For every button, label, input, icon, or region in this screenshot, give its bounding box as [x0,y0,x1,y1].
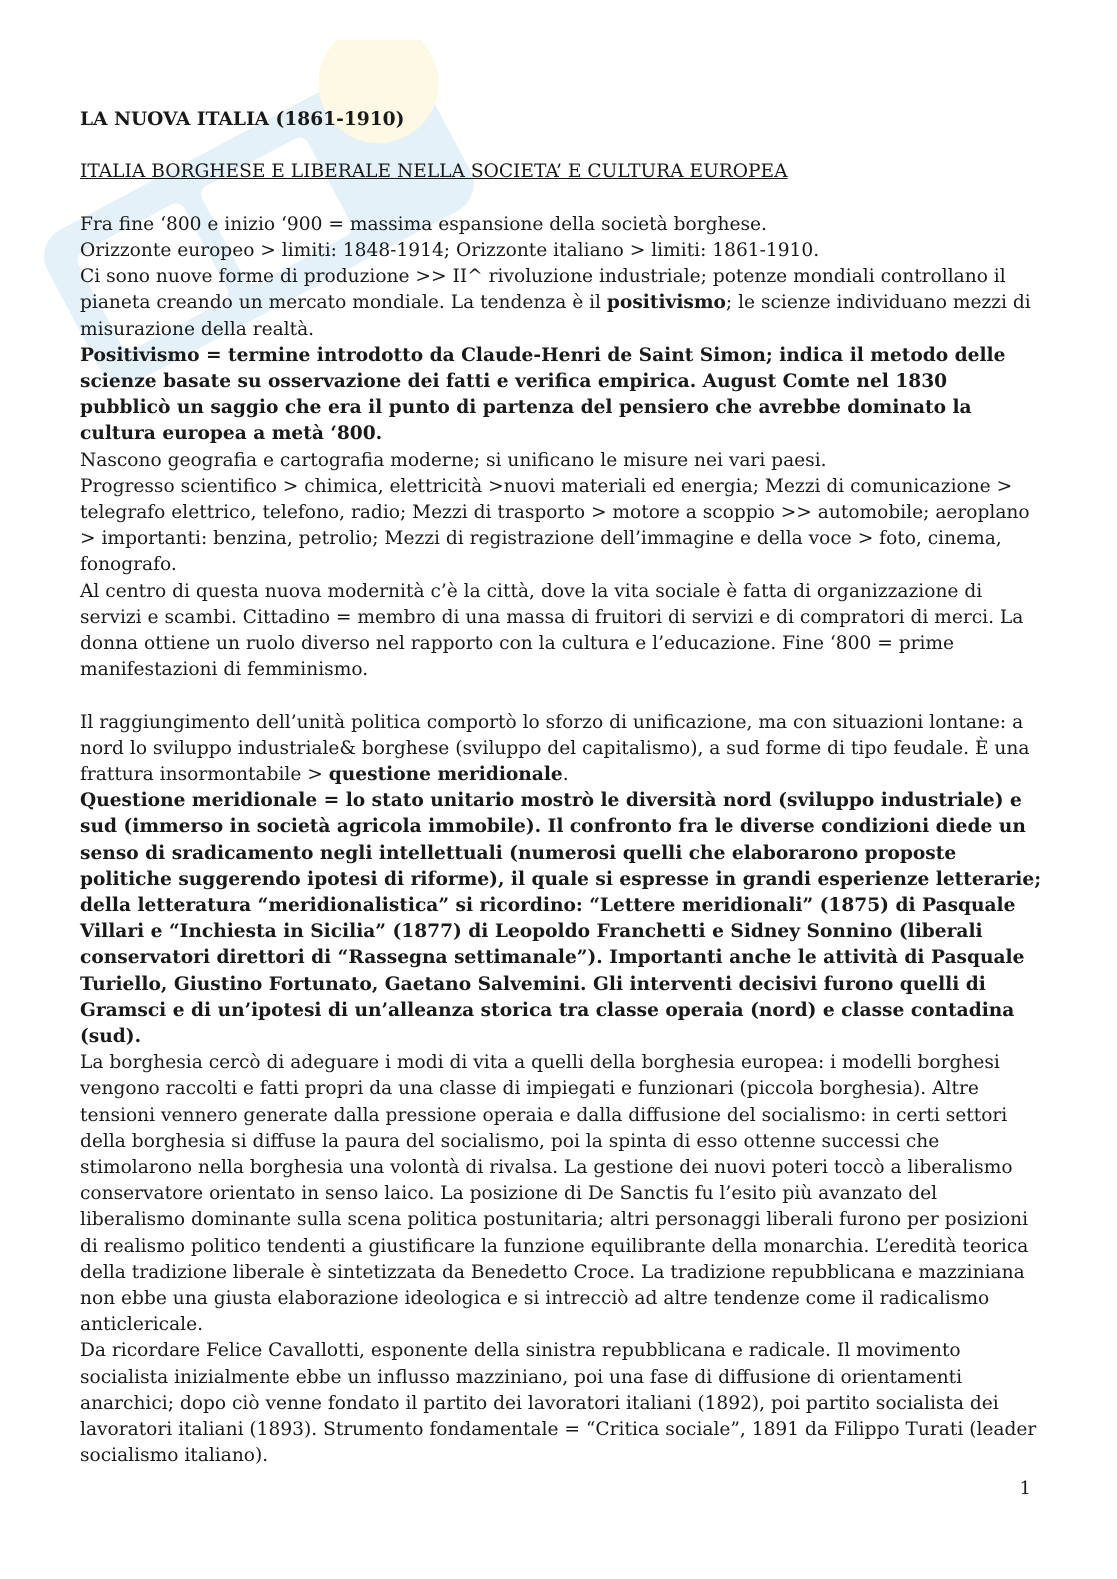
text-run: ; le scienze individuano mezzi di misurazione della realtà. [80,292,1031,340]
text-run: Il raggiungimento dell’unità politica comportò lo sforzo di unificazione, ma con situazioni lontane: a nord lo sviluppo industriale& borghese (sviluppo del capitalismo), a sud forme di tipo feudale. È una frattura insormontabile > [80,711,1030,785]
section-heading: ITALIA BORGHESE E LIBERALE NELLA SOCIETA’ E CULTURA EUROPEA [80,161,788,183]
bold-term: questione meridionale [328,764,563,785]
paragraph: Progresso scientifico > chimica, elettricità >nuovi materiali ed energia; Mezzi di comunicazione > telegrafo elettrico, telefono, radio; Mezzi di trasporto > motore a scoppio >> automobile; aeroplano > importanti: benzina, petrolio; Mezzi di registrazione dell’immagine e della voce > foto, cinema, fonografo. [80,475,1030,576]
paragraph-line: Orizzonte europeo > limiti: 1848-1914; Orizzonte italiano > limiti: 1861-1910. [80,239,820,261]
paragraph [80,710,1042,789]
paragraph: La borghesia cercò di adeguare i modi di vita a quelli della borghesia europea: i modelli borghesi vengono raccolti e fatti propri da una classe di impiegati e funzionari (piccola borghesia). Altre tensioni vennero generate dalla pressione operaia e dalla diffusione del socialismo: in certi settori della borghesia si diffuse la paura del socialismo, poi la spinta di esso ottenne successi che stimolarono nella borghesia una volontà di rivalsa. La gestione dei nuovi poteri toccò a liberalismo conservatore orientato in senso laico. La posizione di De Sanctis fu l’esito più avanzato del liberalismo dominante sulla scena politica postunitaria; altri personaggi liberali furono per posizioni di realismo politico tendenti a giustificare la funzione equilibrante della monarchia. L’eredità teorica della tradizione liberale è sintetizzata da Benedetto Croce. La tradizione repubblicana e mazziniana non ebbe una giusta elaborazione ideologica e si intrecciò ad altre tendenze come il radicalismo anticlericale. [80,1052,1029,1336]
document-body [80,107,1042,1469]
text-run: Ci sono nuove forme di produzione >> II^ rivoluzione industriale; potenze mondiali controllano il pianeta creando un mercato mondiale. La tendenza è il [80,266,1006,314]
paragraph [80,264,1042,343]
paragraph-line: Fra fine ‘800 e inizio ‘900 = massima espansione della società borghese. [80,213,767,235]
spacer [80,186,1042,212]
paragraph-line: Nascono geografia e cartografia moderne; si unificano le misure nei vari paesi. [80,449,827,471]
document-title: LA NUOVA ITALIA (1861-1910) [80,109,405,130]
paragraph: Al centro di questa nuova modernità c’è la città, dove la vita sociale è fatta di organizzazione di servizi e scambi. Cittadino = membro di una massa di fruitori di servizi e di compratori di merci. La donna ottiene un ruolo diverso nel rapporto con la cultura e l’educazione. Fine ‘800 = prime manifestazioni di femminismo. [80,580,1024,681]
spacer [80,683,1042,709]
bold-term: positivismo [606,292,726,314]
page-number: 1 [1019,1478,1031,1499]
bold-paragraph: Positivismo = termine introdotto da Claude-Henri de Saint Simon; indica il metodo delle scienze basate su osservazione dei fatti e verifica empirica. August Comte nel 1830 pubblicò un saggio che era il punto di partenza del pensiero che avrebbe dominato la cultura europea a metà ‘800. [80,344,1006,445]
text-run: . [562,764,569,785]
paragraph: Da ricordare Felice Cavallotti, esponente della sinistra repubblicana e radicale. Il movimento socialista inizialmente ebbe un influsso mazziniano, poi una fase di diffusione di orientamenti anarchici; dopo ciò venne fondato il partito dei lavoratori italiani (1892), poi partito socialista dei lavoratori italiani (1893). Strumento fondamentale = “Critica sociale”, 1891 da Filippo Turati (leader socialismo italiano). [80,1340,1037,1467]
bold-paragraph: Questione meridionale = lo stato unitario mostrò le diversità nord (sviluppo industriale) e sud (immerso in società agricola immobile). Il confronto fra le diverse condizioni diede un senso di sradicamento negli intellettuali (numerosi quelli che elaborarono proposte politiche suggerendo ipotesi di riforme), il quale si espresse in grandi esperienze letterarie; della letteratura “meridionalistica” si ricordino: “Lettere meridionali” (1875) di Pasquale Villari e “Inchiesta in Sicilia” (1877) di Leopoldo Franchetti e Sidney Sonnino (liberali conservatori direttori di “Rassegna settimanale”). Importanti anche le attività di Pasquale Turiello, Giustino Fortunato, Gaetano Salvemini. Gli interventi decisivi furono quelli di Gramsci e di un’ipotesi di un’alleanza storica tra classe operaia (nord) e classe contadina (sud). [80,790,1042,1048]
